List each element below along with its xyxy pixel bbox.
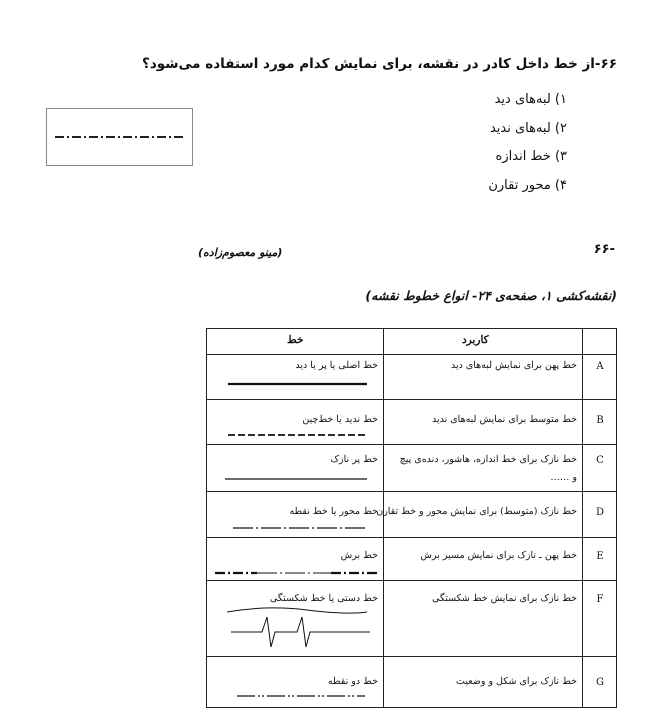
- row-letter: C: [596, 455, 604, 466]
- row-letter: F: [596, 594, 604, 605]
- answer-reference: (نقشه‌کشی ۱، صفحه‌ی ۲۴- انواع خطوط نقشه): [365, 288, 617, 303]
- row-usage: خط نازک (متوسط) برای نمایش محور و خط تقارن: [376, 506, 577, 517]
- header-line: خط: [287, 334, 304, 346]
- row-usage: خط متوسط برای نمایش لبه‌های ندید: [431, 414, 577, 425]
- column-divider: [582, 329, 583, 707]
- column-divider: [383, 329, 384, 707]
- row-line-name: خط ندید یا خط‌چین: [302, 414, 378, 425]
- option-4: ۴) محور تقارن: [488, 178, 567, 193]
- line-types-table: [206, 328, 617, 708]
- line-samples: [207, 329, 383, 709]
- row-letter: D: [595, 507, 605, 518]
- row-line-name: خط محور یا خط نقطه: [289, 506, 378, 517]
- row-line-name: خط دو نقطه: [327, 676, 378, 687]
- row-letter: G: [596, 677, 604, 688]
- row-usage: خط نازک برای شکل و وضعیت: [456, 676, 577, 687]
- row-letter: A: [596, 361, 604, 372]
- row-usage: خط پهن برای نمایش لبه‌های دید: [450, 360, 577, 371]
- option-2: ۲) لبه‌های ندید: [489, 121, 567, 136]
- question-title: ۶۶-از خط داخل کادر در نقشه، برای نمایش کدام مورد استفاده می‌شود؟: [142, 56, 617, 72]
- option-1: ۱) لبه‌های دید: [494, 92, 567, 107]
- row-line-name: خط پر نازک: [330, 454, 378, 465]
- row-line-name: خط اصلی یا پر یا دید: [295, 360, 378, 371]
- header-usage: کاربرد: [462, 334, 489, 346]
- row-letter: E: [596, 551, 604, 562]
- row-line-name: خط دستی یا خط شکستگی: [269, 593, 378, 604]
- row-usage: خط نازک برای نمایش خط شکستگی: [432, 593, 577, 604]
- dash-dot-line-frame-figure: [46, 108, 193, 166]
- row-usage-continued: و ……: [550, 472, 577, 483]
- row-line-name: خط برش: [340, 550, 378, 561]
- freehand-break-line-sample: [227, 608, 367, 613]
- zigzag-break-line-sample: [231, 617, 370, 647]
- option-3: ۳) خط اندازه: [495, 149, 567, 164]
- row-usage: خط پهن ـ نازک برای نمایش مسیر برش: [420, 550, 577, 561]
- row-letter: B: [596, 415, 604, 426]
- dash-dot-line-icon: [47, 109, 194, 167]
- answer-number: -۶۶: [593, 242, 615, 257]
- row-usage: خط نازک برای خط اندازه، هاشور، دنده‌ی پیچ: [399, 454, 577, 465]
- answer-author: (مینو معصوم‌زاده): [198, 246, 283, 259]
